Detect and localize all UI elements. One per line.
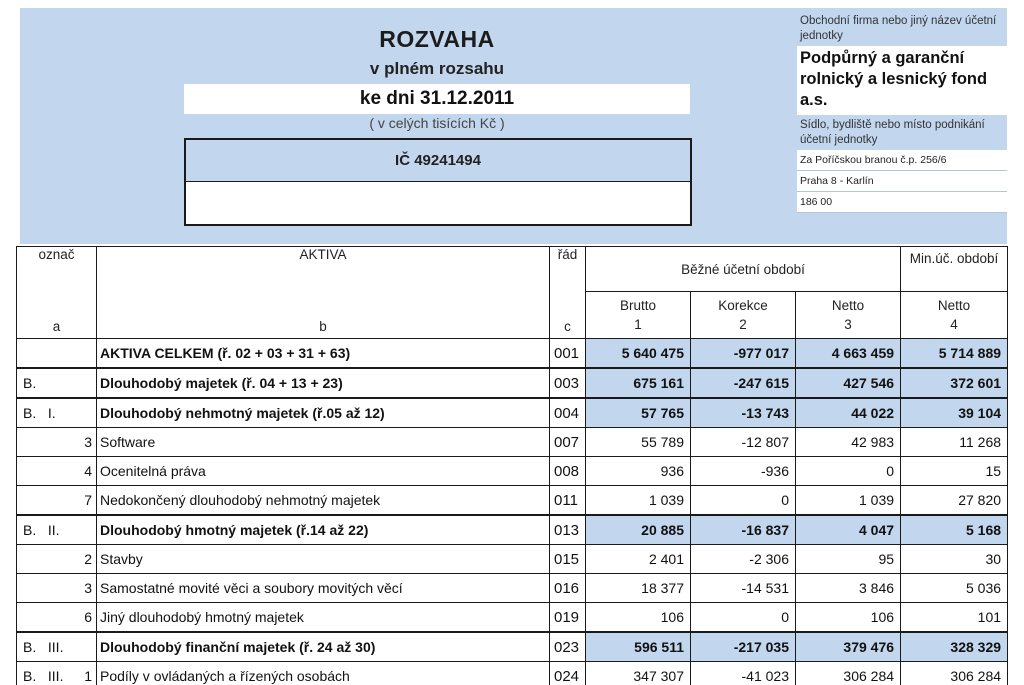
cell-korekce: -2 306 bbox=[691, 545, 796, 574]
row-item-number: 4 bbox=[17, 457, 97, 486]
cell-brutto: 5 640 475 bbox=[586, 339, 691, 369]
row-label: Samostatné movité věci a soubory movitých věcí bbox=[97, 574, 550, 603]
header-rad: řád bbox=[550, 247, 586, 292]
cell-prev: 328 329 bbox=[901, 632, 1008, 662]
cell-korekce: 0 bbox=[691, 603, 796, 633]
cell-brutto: 936 bbox=[586, 457, 691, 486]
cell-korekce: -217 035 bbox=[691, 632, 796, 662]
index-a: a bbox=[17, 292, 97, 339]
index-1: 1 bbox=[634, 317, 642, 332]
row-code bbox=[17, 662, 97, 685]
cell-korekce: 0 bbox=[691, 486, 796, 516]
cell-prev: 101 bbox=[901, 603, 1008, 633]
cell-netto: 427 546 bbox=[796, 368, 901, 398]
cell-prev: 5 714 889 bbox=[901, 339, 1008, 369]
cell-brutto: 57 765 bbox=[586, 398, 691, 428]
header-prev-period: Min.úč. období bbox=[901, 247, 1008, 292]
table-row bbox=[17, 545, 1008, 574]
index-c: c bbox=[550, 292, 586, 339]
row-label: Podíly v ovládaných a řízených osobách bbox=[97, 662, 550, 685]
table-row bbox=[17, 457, 1008, 486]
document-title: ROZVAHA bbox=[379, 26, 495, 52]
address-zip: 186 00 bbox=[797, 192, 1007, 213]
cell-prev: 15 bbox=[901, 457, 1008, 486]
row-item-number: 7 bbox=[17, 486, 97, 516]
cell-prev: 5 168 bbox=[901, 515, 1008, 545]
brutto-label: Brutto bbox=[619, 298, 657, 313]
cell-netto: 42 983 bbox=[796, 428, 901, 457]
cell-netto: 4 047 bbox=[796, 515, 901, 545]
firm-name-label: Obchodní firma nebo jiný název účetní jednotky bbox=[800, 15, 997, 42]
row-item-number: 6 bbox=[17, 603, 97, 633]
table-subheader-row bbox=[17, 292, 1008, 339]
cell-brutto: 20 885 bbox=[586, 515, 691, 545]
cell-korekce: -12 807 bbox=[691, 428, 796, 457]
ic-box bbox=[184, 138, 692, 226]
cell-prev: 11 268 bbox=[901, 428, 1008, 457]
cell-netto: 1 039 bbox=[796, 486, 901, 516]
row-number: 013 bbox=[550, 515, 586, 545]
cell-brutto: 675 161 bbox=[586, 368, 691, 398]
table-row bbox=[17, 486, 1008, 516]
row-label: Ocenitelná práva bbox=[97, 457, 550, 486]
row-code: B. bbox=[17, 368, 97, 398]
cell-korekce: -16 837 bbox=[691, 515, 796, 545]
units-note: ( v celých tisících Kč ) bbox=[369, 115, 505, 131]
table-row bbox=[17, 428, 1008, 457]
cell-brutto: 55 789 bbox=[586, 428, 691, 457]
cell-netto: 306 284 bbox=[796, 662, 901, 685]
cell-prev: 306 284 bbox=[901, 662, 1008, 685]
cell-netto: 0 bbox=[796, 457, 901, 486]
header-korekce bbox=[691, 292, 796, 339]
header-netto bbox=[796, 292, 901, 339]
row-code-text: B. III. bbox=[23, 668, 64, 684]
row-number: 007 bbox=[550, 428, 586, 457]
header-brutto bbox=[586, 292, 691, 339]
cell-korekce: -13 743 bbox=[691, 398, 796, 428]
header-prev-netto bbox=[901, 292, 1008, 339]
firm-name: Podpůrný a garanční rolnický a lesnický fond a.s. bbox=[797, 46, 1007, 115]
row-number: 004 bbox=[550, 398, 586, 428]
row-number: 023 bbox=[550, 632, 586, 662]
row-label: Dlouhodobý finanční majetek (ř. 24 až 30) bbox=[97, 632, 550, 662]
korekce-label: Korekce bbox=[718, 298, 768, 313]
seat-label: Sídlo, bydliště nebo místo podnikání účetní jednotky bbox=[800, 119, 985, 146]
cell-prev: 27 820 bbox=[901, 486, 1008, 516]
row-item-number: 3 bbox=[17, 574, 97, 603]
table-row bbox=[17, 515, 1008, 545]
cell-netto: 4 663 459 bbox=[796, 339, 901, 369]
row-code: B. III. bbox=[17, 632, 97, 662]
table-row bbox=[17, 368, 1008, 398]
balance-date: ke dni 31.12.2011 bbox=[184, 84, 690, 114]
row-number: 016 bbox=[550, 574, 586, 603]
row-label: Software bbox=[97, 428, 550, 457]
cell-brutto: 596 511 bbox=[586, 632, 691, 662]
index-2: 2 bbox=[739, 317, 747, 332]
row-code: B. I. bbox=[17, 398, 97, 428]
cell-korekce: -977 017 bbox=[691, 339, 796, 369]
header-aktiva: AKTIVA bbox=[97, 247, 550, 292]
cell-korekce: -247 615 bbox=[691, 368, 796, 398]
cell-prev: 372 601 bbox=[901, 368, 1008, 398]
row-label: Jiný dlouhodobý hmotný majetek bbox=[97, 603, 550, 633]
cell-brutto: 2 401 bbox=[586, 545, 691, 574]
cell-prev: 30 bbox=[901, 545, 1008, 574]
table-header-row bbox=[17, 247, 1008, 292]
row-number: 019 bbox=[550, 603, 586, 633]
cell-brutto: 18 377 bbox=[586, 574, 691, 603]
row-code: B. II. bbox=[17, 515, 97, 545]
row-code bbox=[17, 339, 97, 369]
row-number: 003 bbox=[550, 368, 586, 398]
prev-netto-label: Netto bbox=[937, 298, 971, 313]
cell-korekce: -14 531 bbox=[691, 574, 796, 603]
cell-prev: 5 036 bbox=[901, 574, 1008, 603]
cell-netto: 106 bbox=[796, 603, 901, 633]
row-label: Stavby bbox=[97, 545, 550, 574]
table-row bbox=[17, 398, 1008, 428]
row-number: 001 bbox=[550, 339, 586, 369]
title-block bbox=[184, 22, 690, 132]
header-current-period: Běžné účetní období bbox=[586, 247, 901, 292]
table-row bbox=[17, 574, 1008, 603]
cell-netto: 379 476 bbox=[796, 632, 901, 662]
header-oznac: označ bbox=[17, 247, 97, 292]
index-3: 3 bbox=[844, 317, 852, 332]
index-4: 4 bbox=[950, 317, 958, 332]
cell-netto: 3 846 bbox=[796, 574, 901, 603]
assets-table bbox=[16, 246, 1008, 685]
document-subtitle: v plném rozsahu bbox=[369, 59, 505, 78]
cell-korekce: -936 bbox=[691, 457, 796, 486]
table-row bbox=[17, 339, 1008, 369]
company-id: IČ 49241494 bbox=[186, 140, 690, 182]
row-number: 015 bbox=[550, 545, 586, 574]
address-city: Praha 8 - Karlín bbox=[797, 171, 1007, 192]
index-b: b bbox=[97, 292, 550, 339]
row-item-number: 2 bbox=[17, 545, 97, 574]
row-label: Dlouhodobý majetek (ř. 04 + 13 + 23) bbox=[97, 368, 550, 398]
table-row bbox=[17, 632, 1008, 662]
cell-netto: 44 022 bbox=[796, 398, 901, 428]
cell-brutto: 347 307 bbox=[586, 662, 691, 685]
address-street: Za Poříčskou branou č.p. 256/6 bbox=[797, 150, 1007, 171]
row-label: AKTIVA CELKEM (ř. 02 + 03 + 31 + 63) bbox=[97, 339, 550, 369]
netto-label: Netto bbox=[831, 298, 865, 313]
cell-prev: 39 104 bbox=[901, 398, 1008, 428]
row-number: 008 bbox=[550, 457, 586, 486]
cell-korekce: -41 023 bbox=[691, 662, 796, 685]
row-item-number: 3 bbox=[17, 428, 97, 457]
table-row bbox=[17, 603, 1008, 633]
row-number: 011 bbox=[550, 486, 586, 516]
row-label: Dlouhodobý hmotný majetek (ř.14 až 22) bbox=[97, 515, 550, 545]
cell-brutto: 106 bbox=[586, 603, 691, 633]
row-number: 024 bbox=[550, 662, 586, 685]
firm-info bbox=[797, 14, 1007, 213]
table-row bbox=[17, 662, 1008, 685]
cell-netto: 95 bbox=[796, 545, 901, 574]
cell-brutto: 1 039 bbox=[586, 486, 691, 516]
row-label: Nedokončený dlouhodobý nehmotný majetek bbox=[97, 486, 550, 516]
row-item-number: 1 bbox=[84, 668, 92, 684]
row-label: Dlouhodobý nehmotný majetek (ř.05 až 12) bbox=[97, 398, 550, 428]
